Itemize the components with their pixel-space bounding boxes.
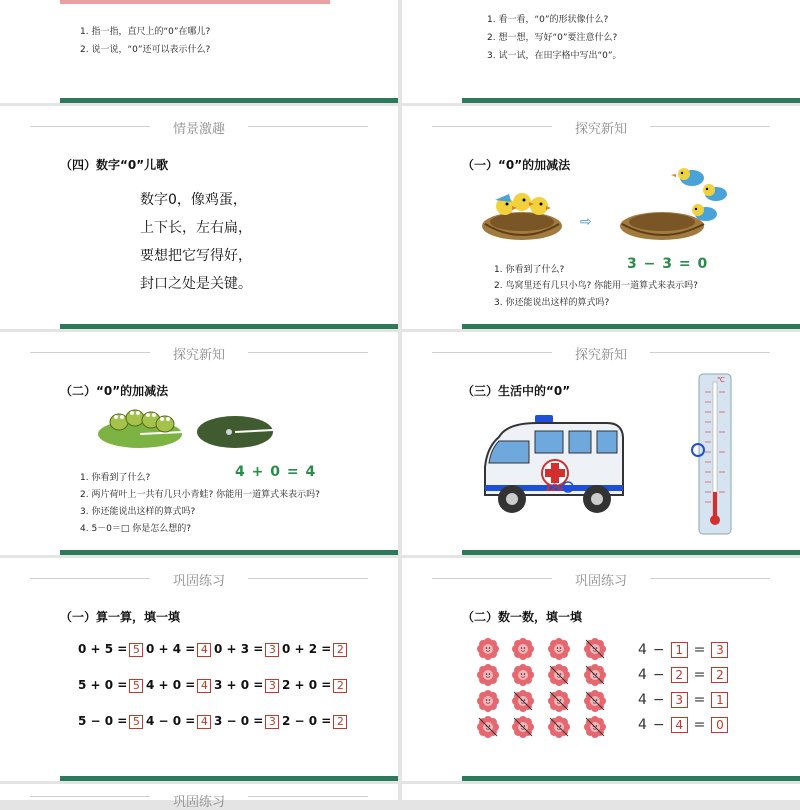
crossed-flower-icon <box>477 716 499 738</box>
nest-with-birds-image <box>477 176 567 246</box>
slide-5[interactable] <box>0 332 398 555</box>
calc-item <box>214 714 279 729</box>
count-minuend: 4 <box>638 717 647 733</box>
question-1: 1. 指一指，直尺上的“0”在哪儿? <box>80 27 211 37</box>
equation: 4 + 0 = 4 <box>235 464 317 480</box>
count-equals: = <box>693 692 706 708</box>
slide-10[interactable] <box>402 784 800 800</box>
empty-lily-pad-image <box>195 412 275 452</box>
answer-box[interactable]: 5 <box>129 643 143 657</box>
slide-6[interactable] <box>402 332 800 555</box>
flower-icon <box>512 664 534 686</box>
count-result-box[interactable]: 2 <box>711 667 728 683</box>
crossed-flower-icon <box>548 664 570 686</box>
slide-2[interactable] <box>402 0 800 103</box>
question-3: 3. 试一试，在田字格中写出“0”。 <box>487 51 622 61</box>
calc-item <box>78 642 143 657</box>
slide-title: （四）数字“0”儿歌 <box>60 158 169 172</box>
count-minuend: 4 <box>638 667 647 683</box>
slide-title: （一）算一算，填一填 <box>60 610 181 624</box>
footer-bar <box>462 98 800 103</box>
arrow-right-icon: ⇨ <box>580 214 592 230</box>
footer-bar <box>60 550 398 555</box>
slide-header: 巩固练习 <box>172 795 225 810</box>
count-operator: − <box>652 642 665 658</box>
count-equals: = <box>693 642 706 658</box>
count-subtrahend-box[interactable]: 1 <box>671 642 688 658</box>
answer-box[interactable]: 3 <box>265 643 279 657</box>
answer-box[interactable]: 3 <box>265 679 279 693</box>
calc-expression: 0 + 3 = <box>214 642 264 656</box>
slide-header: 探究新知 <box>574 122 627 137</box>
count-equals: = <box>693 667 706 683</box>
slide-header: 情景激趣 <box>172 122 225 137</box>
calc-expression: 3 + 0 = <box>214 678 264 692</box>
poem-line-2: 上下长，左右扁， <box>140 220 252 236</box>
count-result-box[interactable]: 3 <box>711 642 728 658</box>
answer-box[interactable]: 3 <box>265 715 279 729</box>
calc-expression: 0 + 2 = <box>282 642 332 656</box>
equation: 3 − 3 = 0 <box>627 256 709 272</box>
calc-item <box>146 714 211 729</box>
crossed-flower-icon <box>584 638 606 660</box>
count-subtrahend-box[interactable]: 2 <box>671 667 688 683</box>
calc-expression: 4 − 0 = <box>146 714 196 728</box>
slide-7[interactable] <box>0 558 398 781</box>
calc-item <box>282 642 347 657</box>
count-result-box[interactable]: 0 <box>711 717 728 733</box>
calc-expression: 2 − 0 = <box>282 714 332 728</box>
slide-8[interactable] <box>402 558 800 781</box>
calc-item <box>146 678 211 693</box>
answer-box[interactable]: 5 <box>129 679 143 693</box>
count-minuend: 4 <box>638 692 647 708</box>
calc-item <box>214 678 279 693</box>
count-subtrahend-box[interactable]: 3 <box>671 692 688 708</box>
question-2: 2. 想一想，写好“0”要注意什么? <box>487 33 618 43</box>
crossed-flower-icon <box>584 690 606 712</box>
calc-item <box>282 714 347 729</box>
calc-expression: 0 + 4 = <box>146 642 196 656</box>
crossed-flower-icon <box>584 716 606 738</box>
question-2: 2. 两片荷叶上一共有几只小青蛙? 你能用一道算式来表示吗? <box>80 490 320 500</box>
slide-header: 探究新知 <box>172 348 225 363</box>
flower-icon <box>477 638 499 660</box>
answer-box[interactable]: 2 <box>333 679 347 693</box>
poem-line-3: 要想把它写得好， <box>140 248 252 264</box>
slide-1[interactable] <box>0 0 398 103</box>
count-equation-row <box>638 667 734 683</box>
slide-title: （一）“0”的加减法 <box>462 158 571 172</box>
count-operator: − <box>652 692 665 708</box>
count-equation-row <box>638 692 734 708</box>
footer-bar <box>60 98 398 103</box>
count-result-box[interactable]: 1 <box>711 692 728 708</box>
footer-bar <box>462 550 800 555</box>
question-1: 1. 你看到了什么? <box>80 473 151 483</box>
poem-line-4: 封口之处是关键。 <box>140 276 252 292</box>
question-2: 2. 说一说，“0”还可以表示什么? <box>80 45 211 55</box>
count-equation-row <box>638 717 734 733</box>
question-2: 2. 鸟窝里还有几只小鸟? 你能用一道算式来表示吗? <box>494 281 698 291</box>
calc-item <box>78 714 143 729</box>
footer-bar <box>60 776 398 781</box>
answer-box[interactable]: 4 <box>197 715 211 729</box>
lily-pad-with-frogs-image <box>95 402 185 452</box>
crossed-flower-icon <box>548 716 570 738</box>
flower-icon <box>512 638 534 660</box>
question-1: 1. 看一看，“0”的形状像什么? <box>487 15 609 25</box>
calc-expression: 3 − 0 = <box>214 714 264 728</box>
calc-expression: 5 + 0 = <box>78 678 128 692</box>
crossed-flower-icon <box>584 664 606 686</box>
calc-expression: 2 + 0 = <box>282 678 332 692</box>
calc-expression: 0 + 5 = <box>78 642 128 656</box>
flower-icon <box>477 690 499 712</box>
thermometer-unit: ℃ <box>717 376 725 384</box>
question-4: 4. 5－0＝□ 你是怎么想的? <box>80 524 192 534</box>
question-3: 3. 你还能说出这样的算式吗? <box>494 298 610 308</box>
answer-box[interactable]: 4 <box>197 643 211 657</box>
slide-title: （三）生活中的“0” <box>462 384 571 398</box>
count-operator: − <box>652 717 665 733</box>
flower-icon <box>477 664 499 686</box>
crossed-flower-icon <box>548 690 570 712</box>
count-operator: − <box>652 667 665 683</box>
slide-9[interactable] <box>0 784 398 810</box>
count-minuend: 4 <box>638 642 647 658</box>
footer-bar <box>60 324 398 329</box>
ambulance-image <box>477 407 627 527</box>
count-equals: = <box>693 717 706 733</box>
ambulance-number: 120 <box>545 482 564 494</box>
footer-bar <box>462 324 800 329</box>
slide-4[interactable] <box>402 106 800 329</box>
count-subtrahend-box[interactable]: 4 <box>671 717 688 733</box>
empty-nest-birds-image <box>612 156 732 246</box>
calc-expression: 5 − 0 = <box>78 714 128 728</box>
calc-item <box>282 678 347 693</box>
slide-header: 探究新知 <box>574 348 627 363</box>
answer-box[interactable]: 2 <box>333 643 347 657</box>
calc-expression: 4 + 0 = <box>146 678 196 692</box>
calc-item <box>146 642 211 657</box>
crossed-flower-icon <box>512 690 534 712</box>
calc-item <box>214 642 279 657</box>
answer-box[interactable]: 4 <box>197 679 211 693</box>
question-3: 3. 你还能说出这样的算式吗? <box>80 507 196 517</box>
poem-line-1: 数字0，像鸡蛋， <box>140 192 247 208</box>
answer-box[interactable]: 5 <box>129 715 143 729</box>
question-1: 1. 你看到了什么? <box>494 265 565 275</box>
answer-box[interactable]: 2 <box>333 715 347 729</box>
footer-bar <box>462 776 800 781</box>
crossed-flower-icon <box>512 716 534 738</box>
slide-3[interactable] <box>0 106 398 329</box>
slide-header: 巩固练习 <box>172 574 225 589</box>
zero-highlight-circle <box>691 443 705 457</box>
slide-header: 巩固练习 <box>574 574 627 589</box>
slide-title: （二）“0”的加减法 <box>60 384 169 398</box>
count-equation-row <box>638 642 734 658</box>
calc-item <box>78 678 143 693</box>
flower-icon <box>548 638 570 660</box>
slide-title: （二）数一数，填一填 <box>462 610 583 624</box>
ruler-image-edge <box>60 0 330 4</box>
